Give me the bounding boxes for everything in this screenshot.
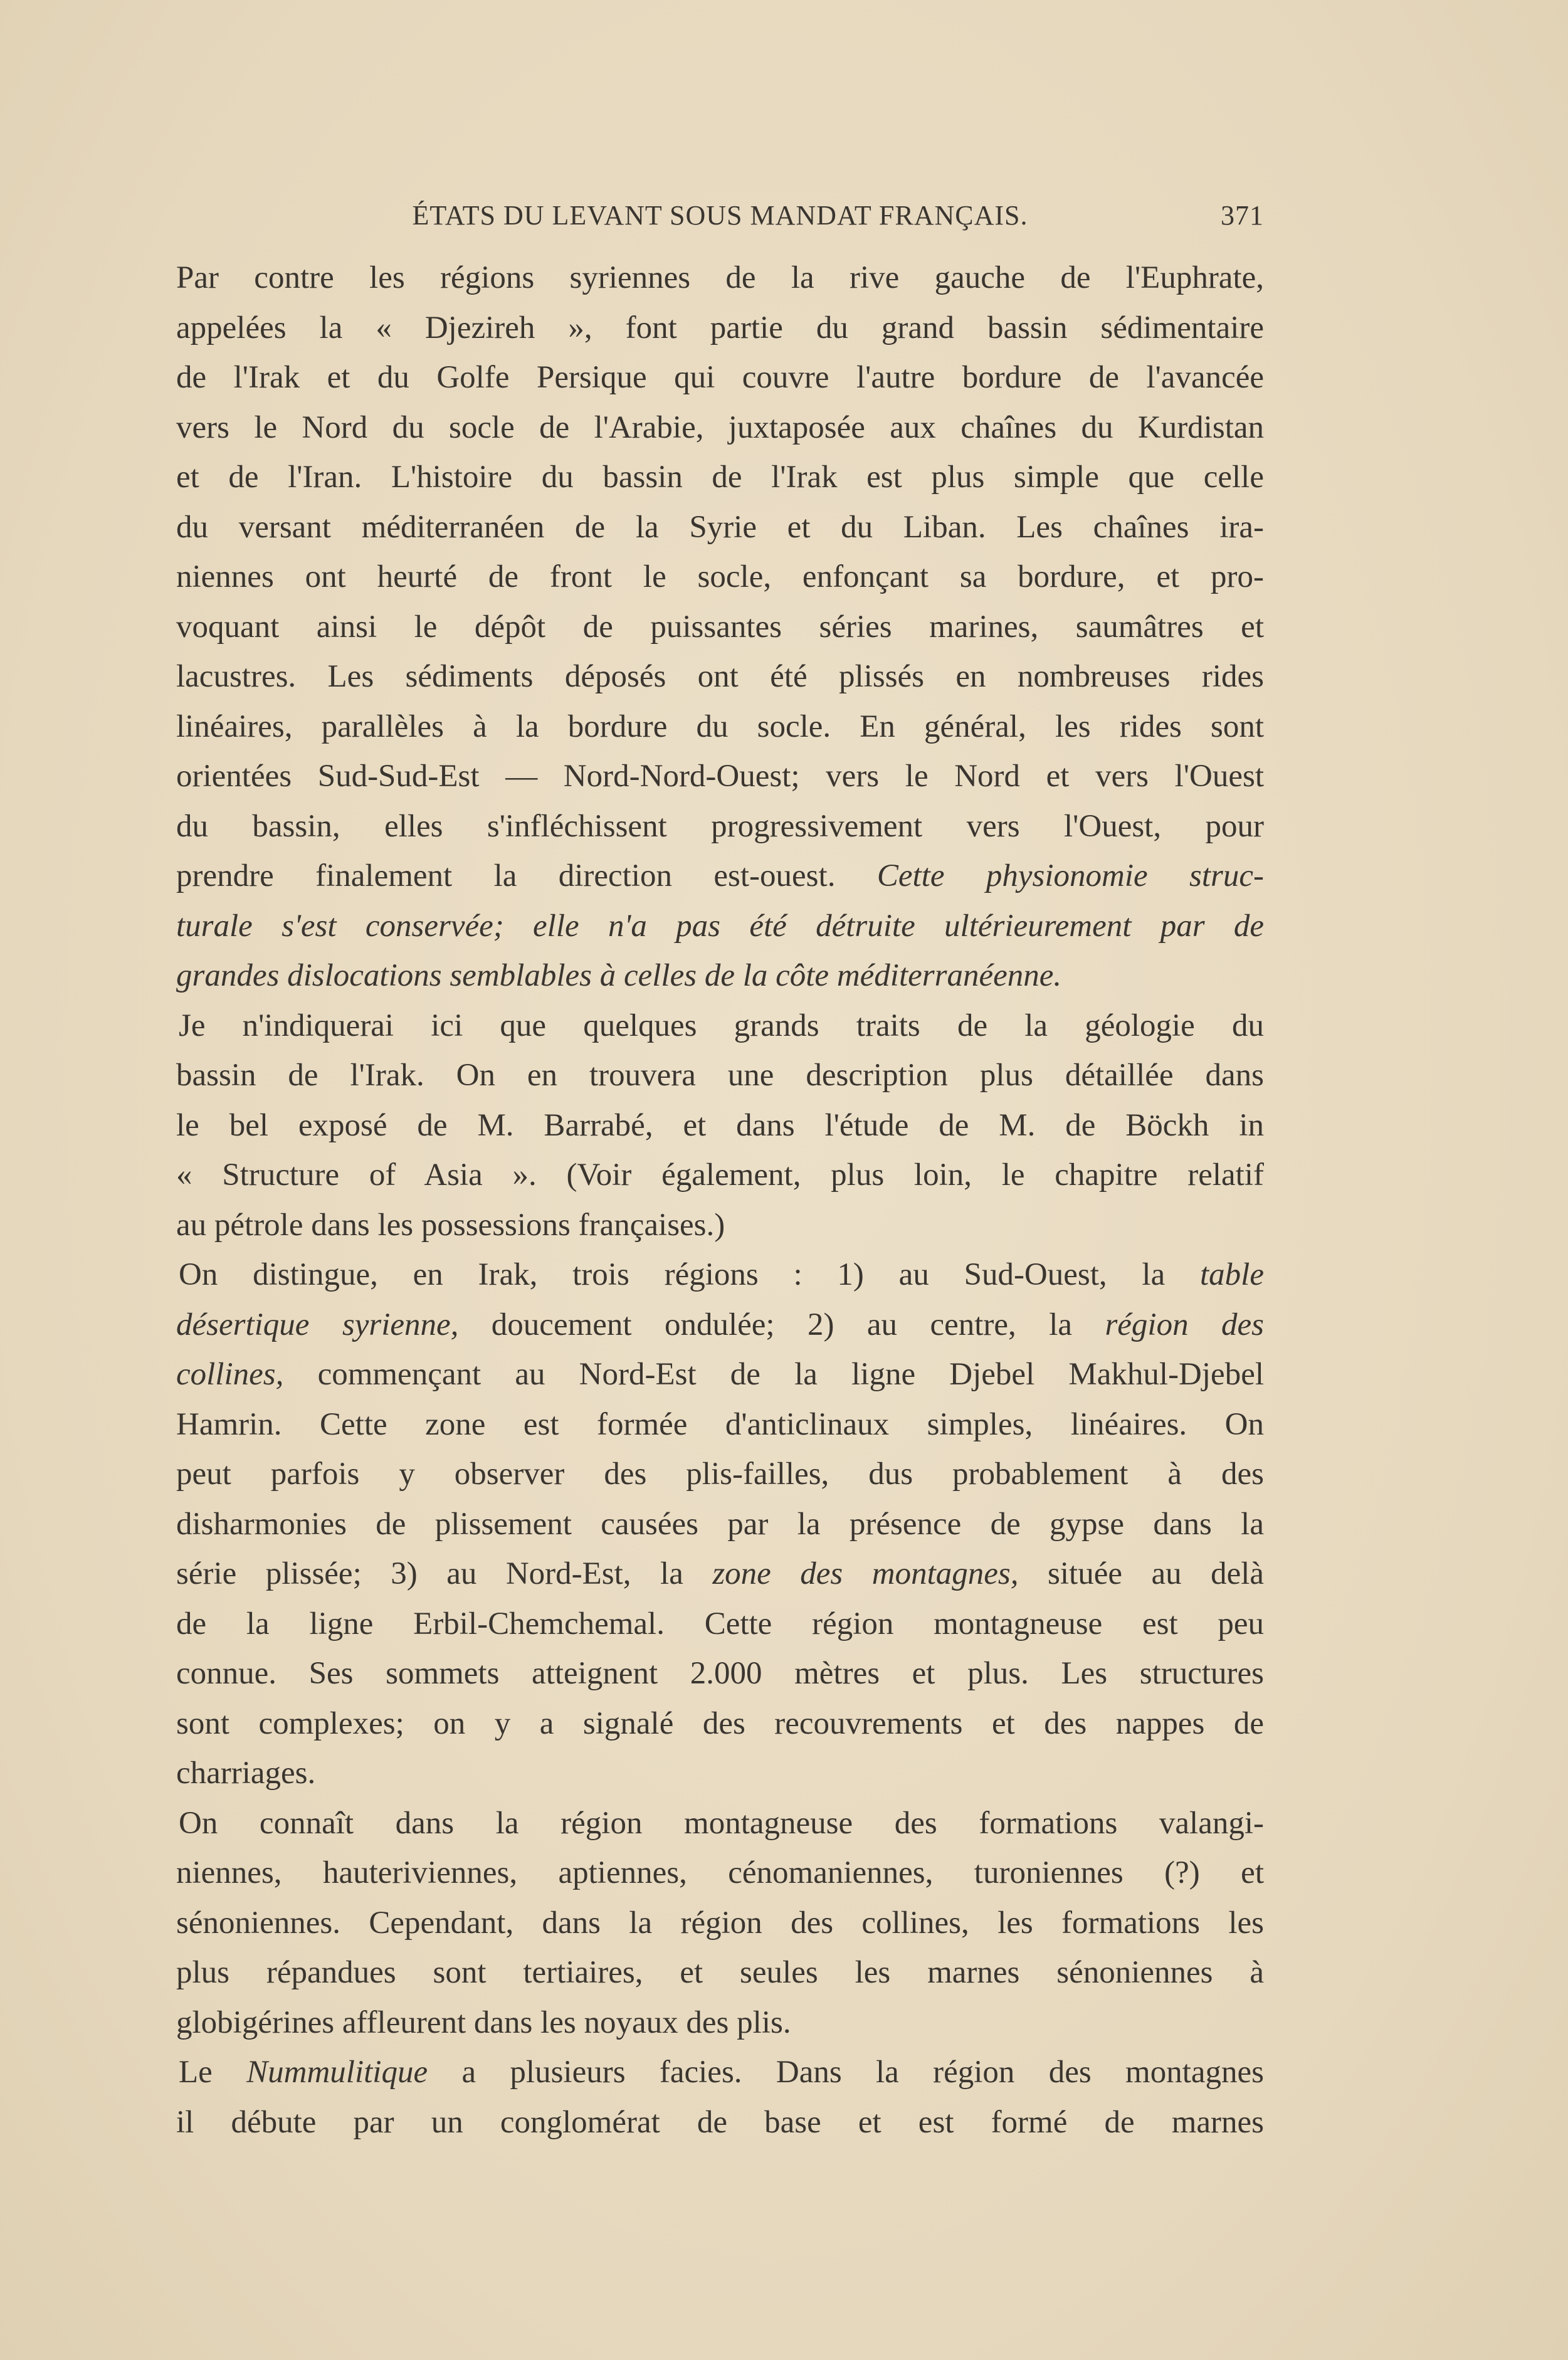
text-segment: peut parfois y observer des plis-failles, dus probablement à des bbox=[176, 1457, 1264, 1492]
italic-text: turale s'est conservée; elle n'a pas été détruite ultérieurement par de bbox=[176, 908, 1264, 944]
text-segment: du versant méditerranéen de la Syrie et du Liban. Les chaînes ira- bbox=[176, 509, 1264, 545]
text-segment: plus répandues sont tertiaires, et seules les marnes sénoniennes à bbox=[176, 1955, 1264, 1990]
text-line bbox=[176, 453, 1264, 503]
text-segment: orientées Sud-Sud-Est — Nord-Nord-Ouest; vers le Nord et vers l'Ouest bbox=[176, 759, 1264, 794]
italic-text: Nummulitique bbox=[246, 2055, 428, 2090]
text-segment: On connaît dans la région montagneuse des formations valangi- bbox=[179, 1805, 1264, 1841]
text-segment: vers le Nord du socle de l'Arabie, juxtaposée aux chaînes du Kurdistan bbox=[176, 409, 1264, 445]
text-line bbox=[176, 303, 1264, 354]
text-segment: il débute par un conglomérat de base et est formé de marnes bbox=[176, 2104, 1264, 2140]
italic-text: désertique syrienne, bbox=[176, 1307, 459, 1342]
text-line bbox=[176, 403, 1264, 453]
text-line bbox=[176, 1599, 1264, 1650]
text-line bbox=[176, 1998, 1264, 2048]
text-line bbox=[176, 752, 1264, 802]
text-line bbox=[176, 1699, 1264, 1749]
text-line bbox=[176, 1400, 1264, 1450]
text-line bbox=[176, 2098, 1264, 2148]
text-segment: appelées la « Djezireh », font partie du grand bassin sédimentaire bbox=[176, 310, 1264, 345]
text-segment: de la ligne Erbil-Chemchemal. Cette région montagneuse est peu bbox=[176, 1606, 1264, 1641]
text-segment: sénoniennes. Cependant, dans la région des collines, les formations les bbox=[176, 1905, 1264, 1941]
text-line bbox=[176, 1948, 1264, 1998]
text-line bbox=[176, 1001, 1264, 1051]
text-segment: au pétrole dans les possessions françaises.) bbox=[176, 1207, 725, 1243]
text-segment: connue. Ses sommets atteignent 2.000 mètres et plus. Les structures bbox=[176, 1656, 1264, 1691]
text-line bbox=[176, 1101, 1264, 1151]
italic-text: région des bbox=[1105, 1307, 1264, 1342]
text-line bbox=[176, 902, 1264, 952]
text-segment: disharmonies de plissement causées par la présence de gypse dans la bbox=[176, 1506, 1264, 1542]
text-segment: Le bbox=[179, 2055, 247, 2090]
italic-text: collines, bbox=[176, 1357, 284, 1392]
text-line bbox=[176, 1500, 1264, 1550]
text-segment: Je n'indiquerai ici que quelques grands traits de la géologie du bbox=[179, 1008, 1264, 1043]
text-line bbox=[176, 802, 1264, 852]
text-line bbox=[176, 503, 1264, 553]
text-segment: du bassin, elles s'infléchissent progressivement vers l'Ouest, pour bbox=[176, 808, 1264, 844]
text-line bbox=[176, 1549, 1264, 1599]
text-segment: lacustres. Les sédiments déposés ont été plissés en nombreuses rides bbox=[176, 659, 1264, 694]
text-line bbox=[176, 1350, 1264, 1400]
body-text bbox=[176, 253, 1264, 2147]
running-title: ÉTATS DU LEVANT SOUS MANDAT FRANÇAIS. bbox=[412, 200, 1028, 231]
text-segment: doucement ondulée; 2) au centre, la bbox=[458, 1307, 1105, 1342]
text-segment: commençant au Nord-Est de la ligne Djebel Makhul-Djebel bbox=[283, 1357, 1264, 1392]
text-segment: globigérines affleurent dans les noyaux des plis. bbox=[176, 2004, 791, 2040]
text-segment: Par contre les régions syriennes de la rive gauche de l'Euphrate, bbox=[176, 260, 1264, 295]
text-line bbox=[176, 353, 1264, 403]
text-line bbox=[176, 1450, 1264, 1500]
text-line bbox=[176, 1250, 1264, 1300]
text-line bbox=[176, 702, 1264, 752]
text-segment: a plusieurs facies. Dans la région des montagnes bbox=[428, 2055, 1264, 2090]
italic-text: zone des montagnes, bbox=[712, 1556, 1019, 1591]
text-line bbox=[176, 1899, 1264, 1949]
text-line bbox=[176, 1300, 1264, 1351]
text-line bbox=[176, 253, 1264, 303]
text-line bbox=[176, 1749, 1264, 1799]
text-line bbox=[176, 2048, 1264, 2098]
text-segment: niennes, hauteriviennes, aptiennes, cénomaniennes, turoniennes (?) et bbox=[176, 1855, 1264, 1890]
text-line bbox=[176, 552, 1264, 603]
text-segment: et de l'Iran. L'histoire du bassin de l'Irak est plus simple que celle bbox=[176, 460, 1264, 495]
text-segment: sont complexes; on y a signalé des recouvrements et des nappes de bbox=[176, 1705, 1264, 1741]
text-segment: série plissée; 3) au Nord-Est, la bbox=[176, 1556, 713, 1591]
italic-text: table bbox=[1200, 1257, 1264, 1292]
text-line bbox=[176, 1799, 1264, 1849]
italic-text: grandes dislocations semblables à celles de la côte méditerranéenne. bbox=[176, 958, 1062, 993]
text-line bbox=[176, 1051, 1264, 1101]
text-segment: située au delà bbox=[1018, 1556, 1265, 1591]
text-segment: le bel exposé de M. Barrabé, et dans l'étude de M. de Böckh in bbox=[176, 1107, 1264, 1143]
text-line bbox=[176, 603, 1264, 653]
text-segment: prendre finalement la direction est-ouest. bbox=[176, 858, 877, 893]
text-segment: niennes ont heurté de front le socle, enfonçant sa bordure, et pro- bbox=[176, 559, 1264, 594]
text-line bbox=[176, 1848, 1264, 1899]
italic-text: Cette physionomie struc- bbox=[876, 858, 1264, 893]
text-line bbox=[176, 1649, 1264, 1699]
text-line bbox=[176, 1201, 1264, 1251]
text-line bbox=[176, 951, 1264, 1001]
page-number: 371 bbox=[1221, 200, 1264, 231]
text-segment: de l'Irak et du Golfe Persique qui couvre l'autre bordure de l'avancée bbox=[176, 360, 1264, 395]
text-segment: Hamrin. Cette zone est formée d'anticlinaux simples, linéaires. On bbox=[176, 1406, 1264, 1442]
text-segment: voquant ainsi le dépôt de puissantes séries marines, saumâtres et bbox=[176, 609, 1264, 645]
text-segment: linéaires, parallèles à la bordure du socle. En général, les rides sont bbox=[176, 709, 1264, 744]
text-segment: « Structure of Asia ». (Voir également, plus loin, le chapitre relatif bbox=[176, 1157, 1264, 1193]
text-segment: bassin de l'Irak. On en trouvera une description plus détaillée dans bbox=[176, 1058, 1264, 1093]
running-header bbox=[176, 199, 1264, 237]
text-segment: On distingue, en Irak, trois régions : 1) au Sud-Ouest, la bbox=[179, 1257, 1201, 1292]
text-segment: charriages. bbox=[176, 1756, 316, 1791]
text-line bbox=[176, 851, 1264, 902]
text-line bbox=[176, 652, 1264, 702]
text-line bbox=[176, 1151, 1264, 1201]
